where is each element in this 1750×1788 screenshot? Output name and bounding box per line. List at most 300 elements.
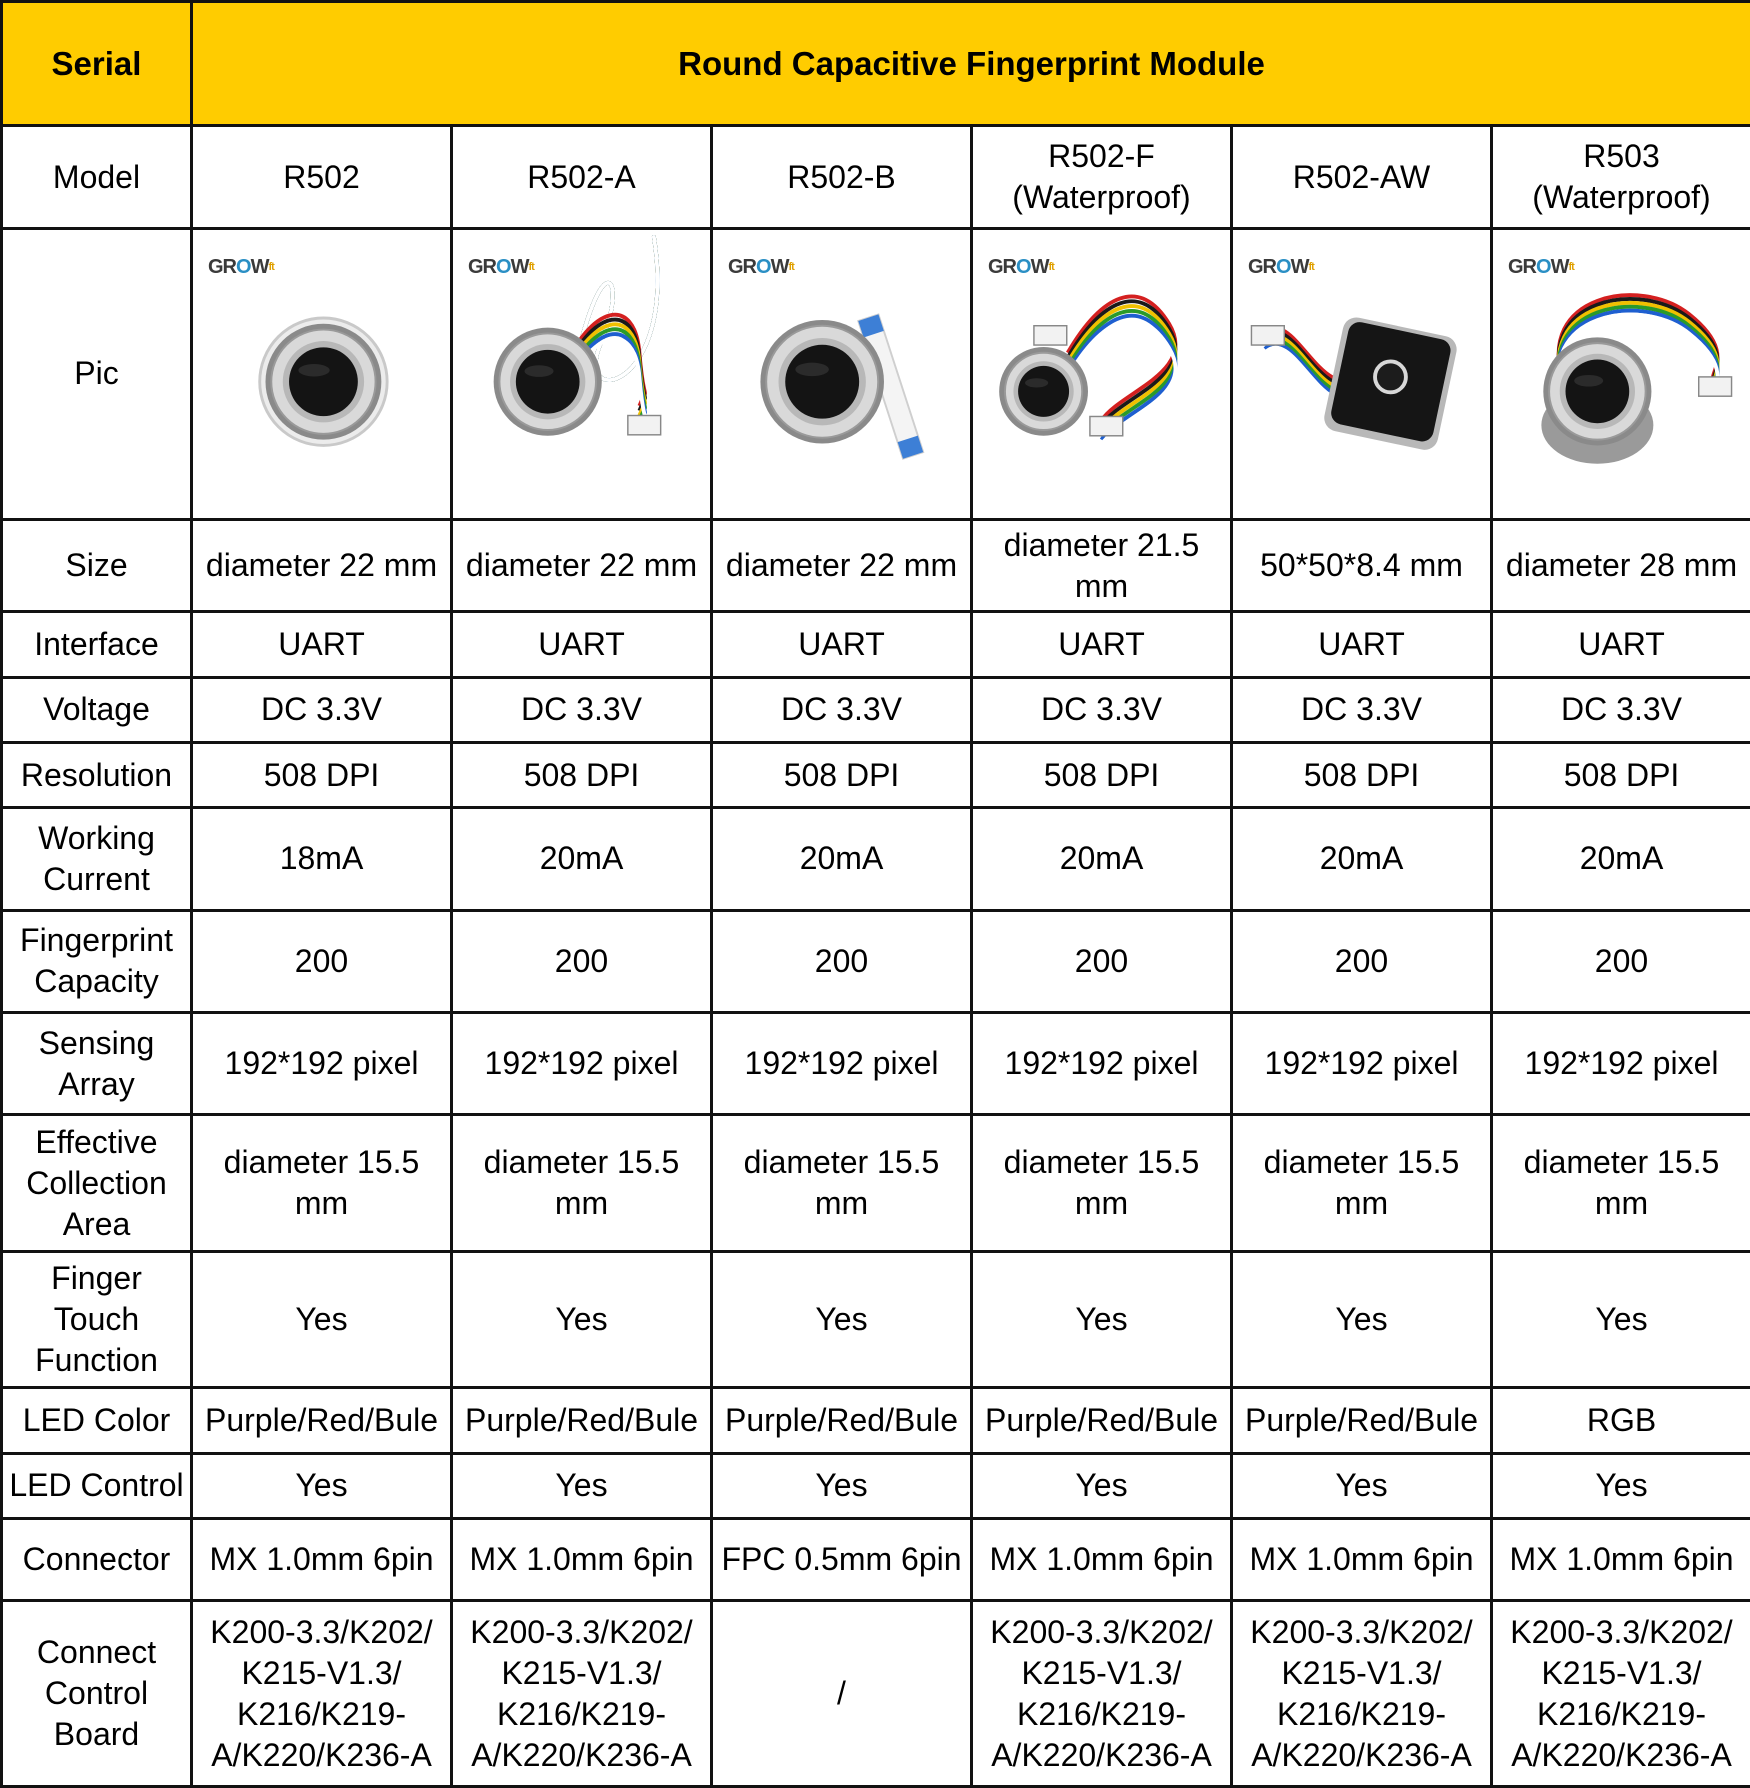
cell-text-line: diameter 15.5 bbox=[1523, 1144, 1720, 1181]
table-row bbox=[2, 1453, 1750, 1518]
cell-text-line: 200 bbox=[1074, 942, 1129, 979]
table-cell bbox=[192, 910, 452, 1012]
cell-text-line: K215-V1.3/ bbox=[1021, 1654, 1182, 1691]
table-row bbox=[2, 612, 1750, 677]
cell-text-line: Control bbox=[44, 1675, 149, 1712]
table-cell bbox=[1232, 677, 1492, 742]
cell-text-line: Interface bbox=[34, 626, 159, 662]
cell-text-line: K200-3.3/K202/ bbox=[1250, 1613, 1473, 1650]
table-cell bbox=[192, 808, 452, 910]
table-cell bbox=[1232, 1012, 1492, 1114]
cell-text-line: K200-3.3/K202/ bbox=[990, 1613, 1213, 1650]
brand-logo bbox=[468, 256, 534, 278]
cell-text-line: K216/K219- bbox=[1536, 1695, 1706, 1732]
cell-text-line: K216/K219- bbox=[236, 1695, 406, 1732]
cell-text-line: UART bbox=[1578, 626, 1665, 662]
brand-logo-text: ft bbox=[788, 260, 794, 273]
cell-text-line: Yes bbox=[295, 1301, 348, 1338]
table-cell bbox=[1232, 742, 1492, 807]
sensor-surface bbox=[289, 347, 358, 416]
table-cell bbox=[1492, 1388, 1750, 1453]
cell-text-line: K200-3.3/K202/ bbox=[210, 1613, 433, 1650]
cell-text-line: Board bbox=[53, 1716, 140, 1753]
table-row bbox=[2, 1115, 1750, 1252]
table-cell bbox=[1232, 910, 1492, 1012]
cell-text-line: Yes bbox=[1335, 1467, 1388, 1504]
table-row bbox=[2, 742, 1750, 807]
table-cell bbox=[1232, 1601, 1492, 1787]
table-row bbox=[2, 1388, 1750, 1453]
table-cell bbox=[192, 677, 452, 742]
model-cell bbox=[1232, 126, 1492, 228]
table-cell bbox=[452, 1518, 712, 1600]
table-cell bbox=[712, 1012, 972, 1114]
brand-logo-text: GR bbox=[728, 255, 756, 278]
brand-logo-text: O bbox=[496, 255, 511, 278]
row-label bbox=[2, 677, 192, 742]
cell-text-line: FPC 0.5mm 6pin bbox=[721, 1541, 962, 1578]
cell-text-line: 200 bbox=[554, 942, 609, 979]
table-cell bbox=[1232, 520, 1492, 612]
cell-text-line: diameter 22 mm bbox=[205, 547, 438, 584]
product-image bbox=[1496, 232, 1747, 516]
table-cell bbox=[192, 1388, 452, 1453]
table-cell bbox=[972, 808, 1232, 910]
cell-text-line: diameter 22 mm bbox=[725, 547, 958, 584]
serial-header: Serial bbox=[2, 2, 192, 126]
cell-text-line: 508 DPI bbox=[1303, 756, 1420, 793]
cell-text-line: mm bbox=[294, 1185, 349, 1222]
cell-text-line: K216/K219- bbox=[1276, 1695, 1446, 1732]
table-cell bbox=[972, 1518, 1232, 1600]
table-cell bbox=[1232, 1518, 1492, 1600]
cell-text-line: 192*192 pixel bbox=[744, 1045, 939, 1082]
cell-text-line: Capacity bbox=[34, 963, 159, 1000]
row-label bbox=[2, 520, 192, 612]
row-label bbox=[2, 1115, 192, 1252]
cell-text-line: Working bbox=[38, 819, 155, 856]
cell-text-line: Voltage bbox=[43, 691, 150, 728]
table-cell bbox=[452, 1601, 712, 1787]
table-cell bbox=[1492, 1115, 1750, 1252]
table-cell bbox=[452, 1251, 712, 1388]
table-cell bbox=[192, 1012, 452, 1114]
model-cell bbox=[1492, 126, 1750, 228]
cell-text-line: UART bbox=[1058, 626, 1145, 662]
table-cell bbox=[1492, 742, 1750, 807]
table-cell bbox=[1492, 520, 1750, 612]
model-cell bbox=[192, 126, 452, 228]
table-cell bbox=[1232, 1388, 1492, 1453]
table-cell bbox=[452, 742, 712, 807]
cell-text-line: Fingerprint bbox=[20, 922, 173, 959]
table-cell bbox=[452, 520, 712, 612]
brand-logo-text: ft bbox=[1048, 260, 1054, 273]
pic-cell bbox=[452, 228, 712, 519]
cell-text-line: Resolution bbox=[20, 756, 173, 793]
table-cell bbox=[452, 1388, 712, 1453]
table-cell bbox=[712, 612, 972, 677]
cell-text-line: 192*192 pixel bbox=[1264, 1045, 1459, 1082]
cell-text-line: mm bbox=[1334, 1185, 1389, 1222]
cell-text-line: A/K220/K236-A bbox=[211, 1736, 432, 1773]
cell-text-line: Effective bbox=[35, 1123, 158, 1160]
cell-text-line: Purple/Red/Bule bbox=[1244, 1401, 1479, 1438]
model-name: R503 bbox=[1583, 138, 1660, 175]
brand-logo bbox=[988, 256, 1054, 278]
cell-text-line: 200 bbox=[294, 942, 349, 979]
row-label bbox=[2, 612, 192, 677]
cell-text-line: 20mA bbox=[539, 840, 624, 877]
cell-text-line: Finger bbox=[51, 1260, 142, 1297]
table-cell bbox=[452, 910, 712, 1012]
cell-text-line: Current bbox=[43, 860, 150, 897]
product-image bbox=[196, 232, 447, 516]
sensor-highlight bbox=[298, 364, 329, 377]
cell-text-line: 18mA bbox=[279, 840, 364, 877]
cell-text-line: UART bbox=[278, 626, 365, 662]
cell-text-line: DC 3.3V bbox=[1561, 691, 1682, 728]
model-row bbox=[2, 126, 1750, 228]
product-image bbox=[976, 232, 1227, 516]
brand-logo-text: GR bbox=[988, 255, 1016, 278]
cell-text-line: K216/K219- bbox=[496, 1695, 666, 1732]
cell-text-line: 20mA bbox=[1579, 840, 1664, 877]
table-cell bbox=[712, 808, 972, 910]
cell-text-line: 508 DPI bbox=[783, 756, 900, 793]
table-cell bbox=[712, 677, 972, 742]
cell-text-line: Yes bbox=[1075, 1301, 1128, 1338]
cell-text-line: A/K220/K236-A bbox=[1511, 1736, 1732, 1773]
connector-plug bbox=[1699, 377, 1732, 396]
cell-text-line: Function bbox=[35, 1342, 158, 1379]
table-row bbox=[2, 1601, 1750, 1787]
connector-plug bbox=[1090, 416, 1123, 435]
cell-text-line: DC 3.3V bbox=[1301, 691, 1422, 728]
cell-text-line: Yes bbox=[295, 1467, 348, 1504]
row-label bbox=[2, 1518, 192, 1600]
table-cell bbox=[452, 808, 712, 910]
cell-text-line: Yes bbox=[1075, 1467, 1128, 1504]
cell-text-line: Purple/Red/Bule bbox=[984, 1401, 1219, 1438]
model-subtitle: (Waterproof) bbox=[1012, 179, 1191, 216]
cell-text-line: 20mA bbox=[1319, 840, 1404, 877]
table-cell bbox=[972, 1251, 1232, 1388]
cell-text-line: Yes bbox=[555, 1301, 608, 1338]
cell-text-line: diameter 28 mm bbox=[1505, 547, 1738, 584]
cell-text-line: Area bbox=[62, 1205, 131, 1242]
table-cell bbox=[1232, 1251, 1492, 1388]
cell-text-line: diameter 21.5 bbox=[1003, 526, 1200, 563]
cell-text-line: 508 DPI bbox=[1043, 756, 1160, 793]
table-row bbox=[2, 1012, 1750, 1114]
connector-plug bbox=[1034, 326, 1067, 345]
row-label bbox=[2, 1601, 192, 1787]
table-cell bbox=[1232, 612, 1492, 677]
table-cell bbox=[1492, 910, 1750, 1012]
cell-text-line: 508 DPI bbox=[523, 756, 640, 793]
cell-text-line: Connector bbox=[22, 1541, 171, 1578]
row-label bbox=[2, 1251, 192, 1388]
cell-text-line: diameter 15.5 bbox=[483, 1144, 680, 1181]
cell-text-line: Yes bbox=[1595, 1301, 1648, 1338]
cell-text-line: mm bbox=[1074, 567, 1129, 604]
table-cell bbox=[1492, 1012, 1750, 1114]
cell-text-line: diameter 22 mm bbox=[465, 547, 698, 584]
sensor-highlight bbox=[795, 363, 829, 376]
table-cell bbox=[972, 1601, 1232, 1787]
cell-text-line: DC 3.3V bbox=[781, 691, 902, 728]
connector-plug bbox=[1251, 326, 1284, 345]
table-cell bbox=[452, 612, 712, 677]
model-subtitle: (Waterproof) bbox=[1532, 179, 1711, 216]
row-label bbox=[2, 1388, 192, 1453]
model-name: R502 bbox=[283, 158, 360, 195]
table-cell bbox=[452, 1012, 712, 1114]
pic-cell bbox=[192, 228, 452, 519]
table-cell bbox=[1232, 1453, 1492, 1518]
table-cell bbox=[1492, 677, 1750, 742]
cell-text-line: 20mA bbox=[799, 840, 884, 877]
table-cell bbox=[1492, 808, 1750, 910]
brand-logo-text: ft bbox=[528, 260, 534, 273]
cell-text-line: A/K220/K236-A bbox=[991, 1736, 1212, 1773]
brand-logo-text: W bbox=[770, 255, 789, 278]
brand-logo bbox=[1508, 256, 1574, 278]
brand-logo bbox=[1248, 256, 1314, 278]
cell-text-line: diameter 15.5 bbox=[743, 1144, 940, 1181]
cell-text-line: Yes bbox=[815, 1467, 868, 1504]
sensor-ring bbox=[1375, 361, 1406, 392]
cell-text-line: mm bbox=[1074, 1185, 1129, 1222]
table-cell bbox=[712, 1453, 972, 1518]
table-title: Round Capacitive Fingerprint Module bbox=[192, 2, 1750, 126]
table-row bbox=[2, 910, 1750, 1012]
table-row bbox=[2, 1518, 1750, 1600]
table-cell bbox=[1492, 1251, 1750, 1388]
table-cell bbox=[192, 520, 452, 612]
brand-logo bbox=[208, 256, 274, 278]
brand-logo-text: ft bbox=[1568, 260, 1574, 273]
cell-text-line: Purple/Red/Bule bbox=[204, 1401, 439, 1438]
table-cell bbox=[1492, 1518, 1750, 1600]
brand-logo-text: O bbox=[1276, 255, 1291, 278]
cell-text-line: 20mA bbox=[1059, 840, 1144, 877]
pic-cell bbox=[712, 228, 972, 519]
table-cell bbox=[1232, 808, 1492, 910]
table-cell bbox=[972, 910, 1232, 1012]
row-label: Pic bbox=[2, 228, 192, 519]
cell-text-line: 508 DPI bbox=[263, 756, 380, 793]
model-name: R502-A bbox=[527, 158, 636, 195]
table-cell bbox=[452, 1453, 712, 1518]
model-cell bbox=[972, 126, 1232, 228]
cell-text-line: 508 DPI bbox=[1563, 756, 1680, 793]
cell-text-line: diameter 15.5 bbox=[1263, 1144, 1460, 1181]
cell-text-line: Yes bbox=[1335, 1301, 1388, 1338]
cell-text-line: DC 3.3V bbox=[521, 691, 642, 728]
pic-cell bbox=[1232, 228, 1492, 519]
product-image bbox=[716, 232, 967, 516]
table-row bbox=[2, 520, 1750, 612]
cell-text-line: Array bbox=[58, 1065, 135, 1102]
table-cell bbox=[972, 1012, 1232, 1114]
table-cell bbox=[192, 1115, 452, 1252]
table-cell bbox=[972, 1388, 1232, 1453]
cell-text-line: MX 1.0mm 6pin bbox=[1509, 1541, 1734, 1578]
table-cell bbox=[712, 1518, 972, 1600]
cell-text-line: Sensing bbox=[38, 1024, 155, 1061]
table-cell bbox=[192, 612, 452, 677]
table-cell bbox=[712, 520, 972, 612]
cell-text-line: UART bbox=[1318, 626, 1405, 662]
cell-text-line: 200 bbox=[1334, 942, 1389, 979]
cell-text-line: K215-V1.3/ bbox=[241, 1654, 402, 1691]
row-label bbox=[2, 1012, 192, 1114]
cell-text-line: MX 1.0mm 6pin bbox=[989, 1541, 1214, 1578]
cell-text-line: Collection bbox=[26, 1164, 167, 1201]
brand-logo-text: W bbox=[1550, 255, 1569, 278]
cell-text-line: K216/K219- bbox=[1016, 1695, 1186, 1732]
row-label bbox=[2, 742, 192, 807]
table-cell bbox=[972, 520, 1232, 612]
header-row bbox=[2, 2, 1750, 126]
product-image bbox=[456, 232, 707, 516]
row-label bbox=[2, 1453, 192, 1518]
table-row bbox=[2, 677, 1750, 742]
brand-logo-text: GR bbox=[468, 255, 496, 278]
cell-text-line: 192*192 pixel bbox=[224, 1045, 419, 1082]
cell-text-line: A/K220/K236-A bbox=[471, 1736, 692, 1773]
table-cell bbox=[1492, 612, 1750, 677]
sensor-surface bbox=[785, 345, 859, 419]
table-cell bbox=[712, 1601, 972, 1787]
table-cell bbox=[972, 677, 1232, 742]
table-cell bbox=[452, 1115, 712, 1252]
brand-logo-text: W bbox=[250, 255, 269, 278]
table-row bbox=[2, 1251, 1750, 1388]
row-label bbox=[2, 910, 192, 1012]
sensor-highlight bbox=[1574, 375, 1603, 387]
cell-text-line: MX 1.0mm 6pin bbox=[1249, 1541, 1474, 1578]
brand-logo-text: GR bbox=[208, 255, 236, 278]
model-name: R502-F bbox=[1048, 138, 1155, 175]
table-cell bbox=[192, 1453, 452, 1518]
cell-text-line: Yes bbox=[555, 1467, 608, 1504]
cell-text-line: K200-3.3/K202/ bbox=[470, 1613, 693, 1650]
pic-cell bbox=[1492, 228, 1750, 519]
sensor-highlight bbox=[1025, 378, 1048, 387]
cell-text-line: Touch bbox=[53, 1301, 140, 1338]
cell-text-line: mm bbox=[1594, 1185, 1649, 1222]
brand-logo-text: W bbox=[510, 255, 529, 278]
row-label bbox=[2, 808, 192, 910]
cell-text-line: K215-V1.3/ bbox=[1541, 1654, 1702, 1691]
table-cell bbox=[712, 1251, 972, 1388]
cell-text-line: 200 bbox=[814, 942, 869, 979]
pic-cell bbox=[972, 228, 1232, 519]
brand-logo-text: GR bbox=[1248, 255, 1276, 278]
cell-text-line: K200-3.3/K202/ bbox=[1510, 1613, 1733, 1650]
cell-text-line: Purple/Red/Bule bbox=[724, 1401, 959, 1438]
sensor-surface bbox=[1018, 366, 1069, 417]
table-cell bbox=[712, 742, 972, 807]
table-cell bbox=[1492, 1453, 1750, 1518]
cell-text-line: diameter 15.5 bbox=[223, 1144, 420, 1181]
cell-text-line: MX 1.0mm 6pin bbox=[209, 1541, 434, 1578]
table-row bbox=[2, 808, 1750, 910]
cell-text-line: K215-V1.3/ bbox=[501, 1654, 662, 1691]
table-cell bbox=[712, 1388, 972, 1453]
cell-text-line: 192*192 pixel bbox=[1524, 1045, 1719, 1082]
table-cell bbox=[192, 1251, 452, 1388]
brand-logo-text: GR bbox=[1508, 255, 1536, 278]
cell-text-line: DC 3.3V bbox=[261, 691, 382, 728]
table-cell bbox=[1492, 1601, 1750, 1787]
row-label: Model bbox=[2, 126, 192, 228]
cell-text-line: LED Color bbox=[22, 1401, 171, 1438]
brand-logo-text: ft bbox=[1308, 260, 1314, 273]
cell-text-line: 192*192 pixel bbox=[1004, 1045, 1199, 1082]
cell-text-line: diameter 15.5 bbox=[1003, 1144, 1200, 1181]
table-cell bbox=[972, 742, 1232, 807]
cell-text-line: UART bbox=[538, 626, 625, 662]
brand-logo-text: W bbox=[1290, 255, 1309, 278]
cell-text-line: 200 bbox=[1594, 942, 1649, 979]
brand-logo-text: W bbox=[1030, 255, 1049, 278]
brand-logo-text: O bbox=[1016, 255, 1031, 278]
pic-row bbox=[2, 228, 1750, 519]
table-cell bbox=[192, 1601, 452, 1787]
model-name: R502-AW bbox=[1292, 158, 1431, 195]
model-cell bbox=[712, 126, 972, 228]
connector-plug bbox=[628, 415, 661, 434]
model-name: R502-B bbox=[787, 158, 896, 195]
cell-text-line: / bbox=[837, 1675, 846, 1712]
table-cell bbox=[972, 1115, 1232, 1252]
brand-logo-text: O bbox=[756, 255, 771, 278]
cell-text-line: mm bbox=[814, 1185, 869, 1222]
table-cell bbox=[192, 1518, 452, 1600]
cell-text-line: RGB bbox=[1586, 1401, 1657, 1438]
table-cell bbox=[1232, 1115, 1492, 1252]
table-cell bbox=[712, 910, 972, 1012]
table-cell bbox=[972, 612, 1232, 677]
brand-logo bbox=[728, 256, 794, 278]
cell-text-line: Yes bbox=[815, 1301, 868, 1338]
sensor-surface bbox=[516, 350, 580, 414]
sensor-surface bbox=[1566, 359, 1630, 423]
cell-text-line: DC 3.3V bbox=[1041, 691, 1162, 728]
product-image bbox=[1236, 232, 1487, 516]
cell-text-line: mm bbox=[554, 1185, 609, 1222]
cell-text-line: MX 1.0mm 6pin bbox=[469, 1541, 694, 1578]
cell-text-line: 50*50*8.4 mm bbox=[1260, 547, 1463, 584]
brand-logo-text: O bbox=[236, 255, 251, 278]
cell-text-line: Purple/Red/Bule bbox=[464, 1401, 699, 1438]
cell-text-line: 192*192 pixel bbox=[484, 1045, 679, 1082]
cell-text-line: Size bbox=[65, 547, 128, 584]
cell-text-line: A/K220/K236-A bbox=[1251, 1736, 1472, 1773]
cell-text-line: UART bbox=[798, 626, 885, 662]
brand-logo-text: O bbox=[1536, 255, 1551, 278]
cell-text-line: K215-V1.3/ bbox=[1281, 1654, 1442, 1691]
table-cell bbox=[972, 1453, 1232, 1518]
model-cell bbox=[452, 126, 712, 228]
table-cell bbox=[452, 677, 712, 742]
brand-logo-text: ft bbox=[268, 260, 274, 273]
table-cell bbox=[712, 1115, 972, 1252]
